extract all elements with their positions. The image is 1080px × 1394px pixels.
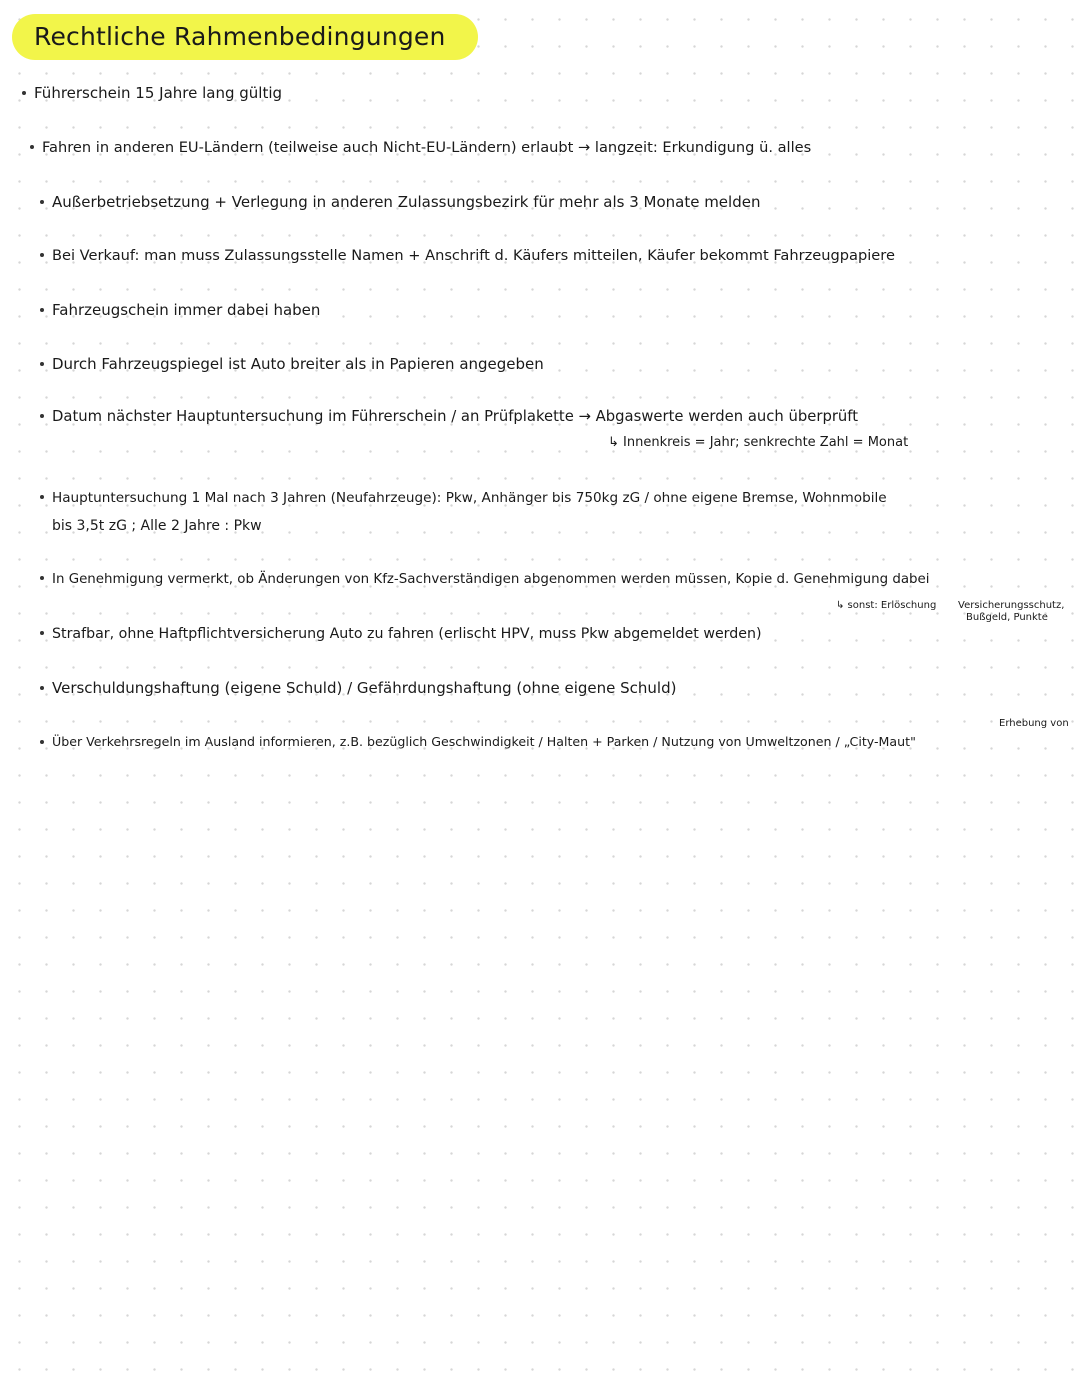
note-text: Führerschein 15 Jahre lang gültig: [34, 84, 283, 102]
note-text: Fahren in anderen EU-Ländern (teilweise auch Nicht-EU-Ländern) erlaubt → langzeit: Erkundigung ü. alles: [42, 139, 812, 156]
bullet-icon: [40, 576, 44, 580]
note-subline: ↳ sonst: Erlöschung: [836, 600, 937, 611]
bullet-icon: [30, 145, 34, 149]
note-item: [40, 679, 676, 697]
note-annotation: Erhebung von: [999, 718, 1069, 729]
bullet-icon: [40, 414, 44, 418]
bullet-icon: [40, 495, 44, 499]
bullet-icon: [40, 686, 44, 690]
note-text: Hauptuntersuchung 1 Mal nach 3 Jahren (Neufahrzeuge): Pkw, Anhänger bis 750kg zG / ohne eigene Bremse, Wohnmobile: [52, 490, 887, 506]
note-text: Über Verkehrsregeln im Ausland informieren, z.B. bezüglich Geschwindigkeit / Halten + Parken / Nutzung von Umweltzonen / „City-Maut": [52, 734, 916, 749]
bullet-icon: [40, 631, 44, 635]
note-item: [40, 193, 760, 211]
note-item: [40, 625, 762, 643]
bullet-icon: [40, 200, 44, 204]
note-item: [40, 247, 895, 265]
note-text: Bei Verkauf: man muss Zulassungsstelle Namen + Anschrift d. Käufers mitteilen, Käufer bekommt Fahrzeugpapiere: [52, 247, 895, 264]
note-subline: Versicherungsschutz,: [958, 600, 1065, 611]
bullet-icon: [40, 362, 44, 366]
bullet-icon: [40, 253, 44, 257]
note-text: In Genehmigung vermerkt, ob Änderungen von Kfz-Sachverständigen abgenommen werden müssen, Kopie d. Genehmigung dabei: [52, 572, 930, 587]
note-item: [40, 571, 929, 589]
bullet-icon: [40, 308, 44, 312]
note-text: Durch Fahrzeugspiegel ist Auto breiter als in Papieren angegeben: [52, 355, 544, 373]
note-text: Fahrzeugschein immer dabei haben: [52, 301, 321, 319]
note-subline: Bußgeld, Punkte: [966, 612, 1048, 623]
note-text: Verschuldungshaftung (eigene Schuld) / Gefährdungshaftung (ohne eigene Schuld): [52, 679, 677, 697]
note-item: [40, 301, 320, 319]
page-title: Rechtliche Rahmenbedingungen: [12, 14, 478, 60]
note-item: [30, 139, 811, 157]
note-text: Datum nächster Hauptuntersuchung im Führerschein / an Prüfplakette → Abgaswerte werden auch überprüft: [52, 408, 859, 425]
note-subline: bis 3,5t zG ; Alle 2 Jahre : Pkw: [52, 518, 262, 534]
note-item: [40, 733, 916, 751]
note-text: Außerbetriebsetzung + Verlegung in anderen Zulassungsbezirk für mehr als 3 Monate melden: [52, 193, 761, 211]
note-item: [40, 355, 544, 373]
note-item: [40, 489, 887, 507]
note-item: [40, 408, 858, 426]
note-item: [22, 84, 282, 102]
note-text: Strafbar, ohne Haftpflichtversicherung Auto zu fahren (erlischt HPV, muss Pkw abgemeldet werden): [52, 626, 762, 642]
bullet-icon: [40, 740, 44, 744]
bullet-icon: [22, 91, 26, 95]
note-subline: ↳ Innenkreis = Jahr; senkrechte Zahl = Monat: [608, 435, 909, 450]
